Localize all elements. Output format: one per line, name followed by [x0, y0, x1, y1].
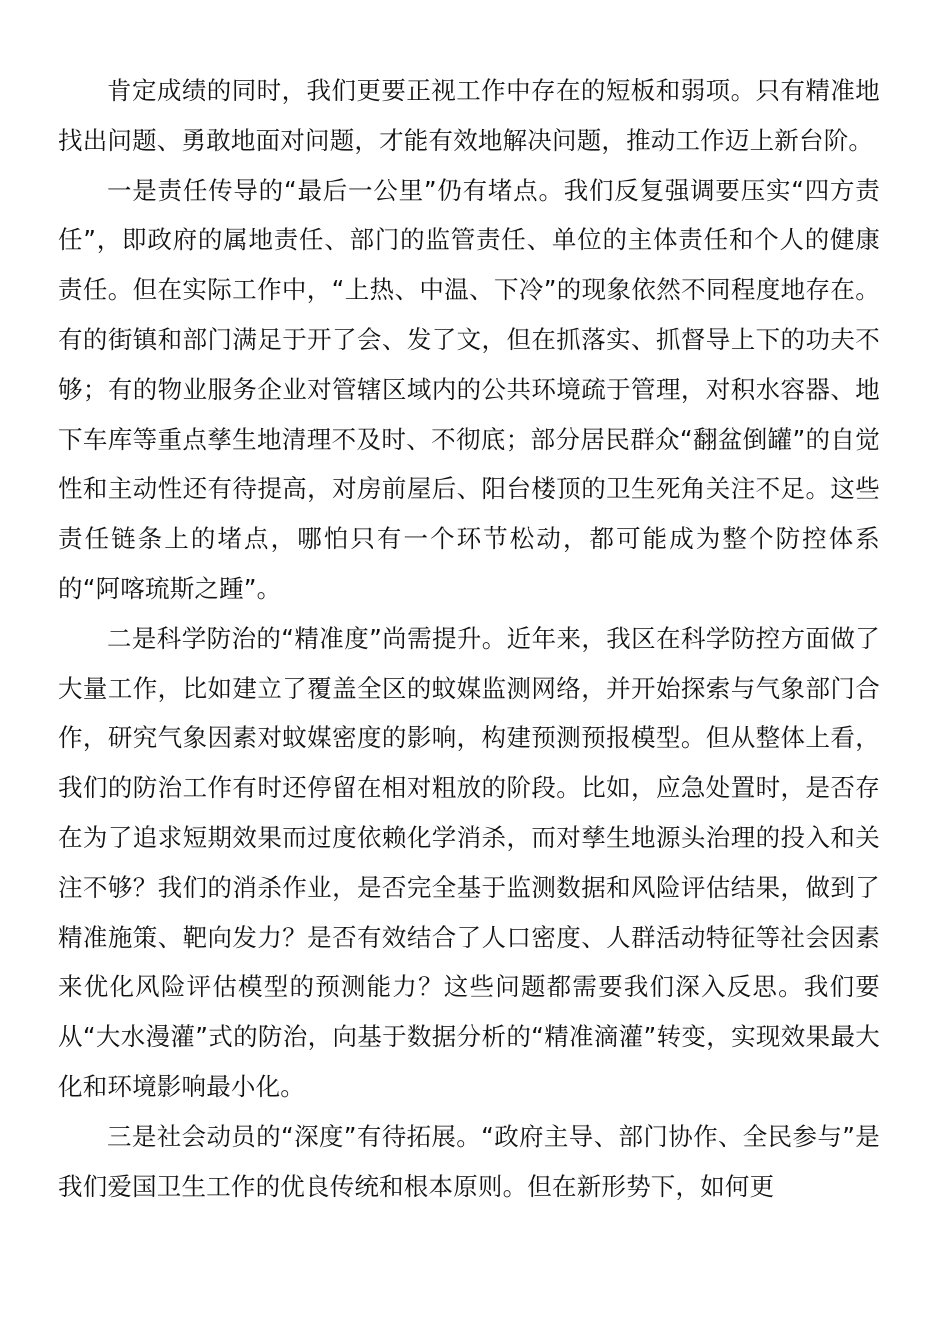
paragraph-responsibility: 一是责任传导的“最后一公里”仍有堵点。我们反复强调要压实“四方责任”，即政府的属地责任、部门的监管责任、单位的主体责任和个人的健康责任。但在实际工作中，“上热、中温、下冷”的现象依然不同程度地存在。有的街镇和部门满足于开了会、发了文，但在抓落实、抓督导上下的功夫不够；有的物业服务企业对管辖区域内的公共环境疏于管理，对积水容器、地下车库等重点孳生地清理不及时、不彻底；部分居民群众“翻盆倒罐”的自觉性和主动性还有待提高，对房前屋后、阳台楼顶的卫生死角关注不足。这些责任链条上的堵点，哪怕只有一个环节松动，都可能成为整个防控体系的“阿喀琉斯之踵”。	[58, 175, 880, 603]
paragraph-social-mobilization: 三是社会动员的“深度”有待拓展。“政府主导、部门协作、全民参与”是我们爱国卫生工作的优良传统和根本原则。但在新形势下，如何更	[58, 1121, 880, 1201]
paragraph-scientific-prevention: 二是科学防治的“精准度”尚需提升。近年来，我区在科学防控方面做了大量工作，比如建立了覆盖全区的蚊媒监测网络，并开始探索与气象部门合作，研究气象因素对蚊媒密度的影响，构建预测预报模型。但从整体上看，我们的防治工作有时还停留在相对粗放的阶段。比如，应急处置时，是否存在为了追求短期效果而过度依赖化学消杀，而对孳生地源头治理的投入和关注不够？我们的消杀作业，是否完全基于监测数据和风险评估结果，做到了精准施策、靶向发力？是否有效结合了人口密度、人群活动特征等社会因素来优化风险评估模型的预测能力？这些问题都需要我们深入反思。我们要从“大水漫灌”式的防治，向基于数据分析的“精准滴灌”转变，实现效果最大化和环境影响最小化。	[58, 623, 880, 1101]
document-page	[58, 66, 880, 1211]
paragraph-shortcomings-intro: 肯定成绩的同时，我们更要正视工作中存在的短板和弱项。只有精准地找出问题、勇敢地面对问题，才能有效地解决问题，推动工作迈上新台阶。	[58, 76, 880, 155]
